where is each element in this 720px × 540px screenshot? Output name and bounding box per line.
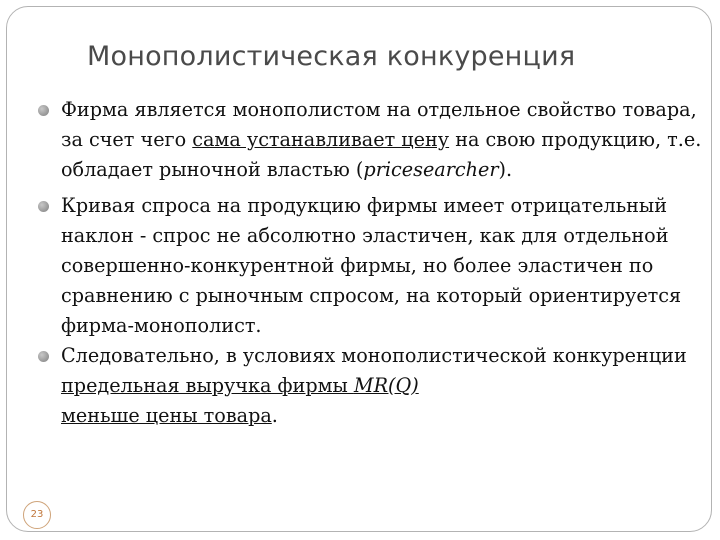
- paren-open: (: [355, 158, 364, 181]
- bullet-text: .: [271, 404, 278, 427]
- italic-term: pricesearcher: [363, 158, 499, 181]
- bullet-text: Кривая спроса на продукцию фирмы имеет отрицательный наклон - спрос не абсолютно эластичен, как для отдельной совершенно-конкурентной фирмы, но более эластичен по сравнению с рыночным спросом, на который ориентируется фирма-монополист.: [61, 194, 682, 337]
- underlined-text: меньше цены товара: [61, 404, 272, 427]
- bullet-text: Следовательно, в условиях монополистической конкуренции: [61, 344, 687, 367]
- bullet-text: Фирма является монополистом на отдельное свойство товара, за счет чего: [61, 98, 697, 151]
- bullet-item: [37, 341, 709, 431]
- bullet-dot-icon: [38, 201, 49, 212]
- bullet-dot-icon: [38, 105, 49, 116]
- bullet-item: [37, 191, 709, 341]
- page-number-badge: 23: [23, 501, 51, 529]
- bullet-list: [37, 95, 709, 431]
- underlined-text: сама устанавливает цену: [192, 128, 450, 151]
- paren-close: ).: [498, 158, 513, 181]
- bullet-text: на свою продукцию, т.е. обладает рыночной властью: [61, 128, 702, 181]
- slide: [6, 6, 712, 532]
- italic-formula: MR(Q): [353, 374, 419, 397]
- bullet-item: [37, 95, 709, 185]
- underlined-text: предельная выручка фирмы: [61, 374, 354, 397]
- bullet-dot-icon: [38, 351, 49, 362]
- slide-title: Монополистическая конкуренция: [87, 41, 576, 72]
